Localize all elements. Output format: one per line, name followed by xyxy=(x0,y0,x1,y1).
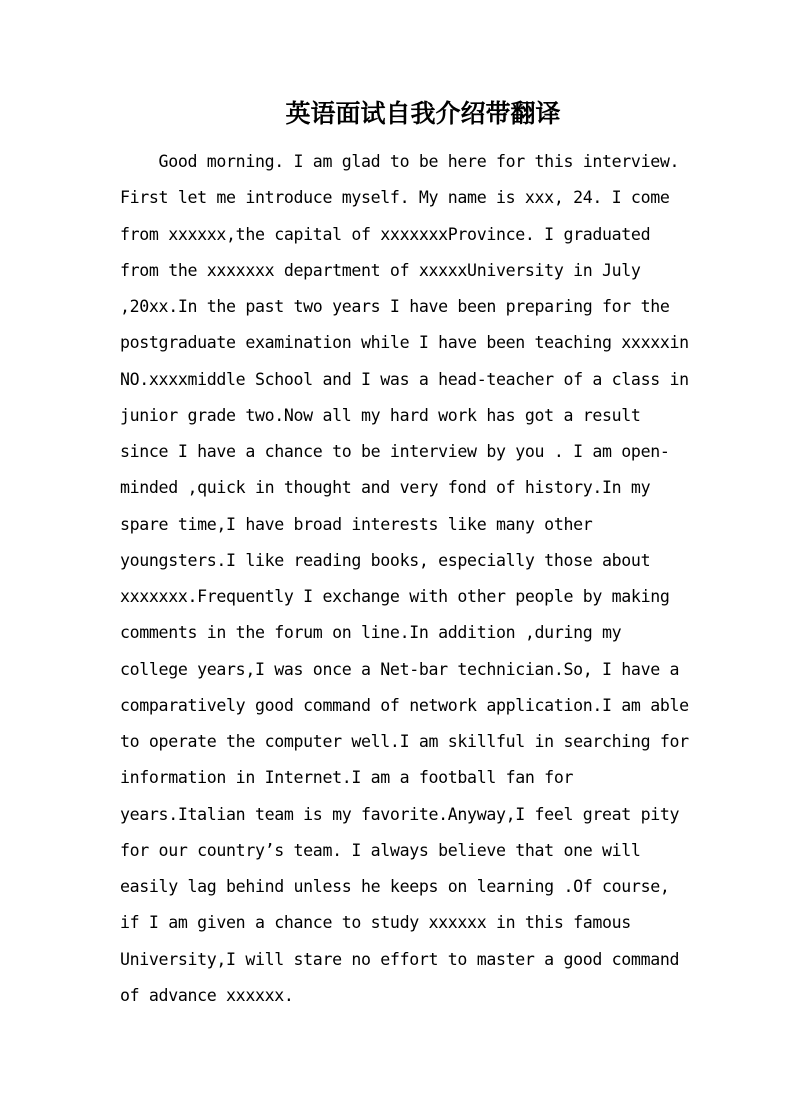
body-line: postgraduate examination while I have been teaching xxxxxin xyxy=(120,333,689,353)
body-line: spare time,I have broad interests like many other xyxy=(120,514,593,534)
body-line: from the xxxxxxx department of xxxxxUniversity in July xyxy=(120,260,641,280)
body-line: college years,I was once a Net-bar technician.So, I have a xyxy=(120,659,680,679)
body-line: xxxxxxx.Frequently I exchange with other people by making xyxy=(120,587,670,606)
body-line: First let me introduce myself. My name is xxx, 24. I come xyxy=(120,188,670,208)
body-line: for our country’s team. I always believe that one will xyxy=(120,840,641,860)
body-line: comparatively good command of network application.I am able xyxy=(120,695,689,715)
document-title: 英语面试自我介绍带翻译 xyxy=(285,99,561,128)
body-line: youngsters.I like reading books, especially those about xyxy=(120,550,651,570)
body-line: if I am given a chance to study xxxxxx in this famous xyxy=(120,913,631,933)
body-line: to operate the computer well.I am skillful in searching for xyxy=(120,732,689,751)
body-line: since I have a chance to be interview by you . I am open- xyxy=(120,442,670,461)
body-line: easily lag behind unless he keeps on learning .Of course, xyxy=(120,877,670,896)
body-line: of advance xxxxxx. xyxy=(120,985,294,1005)
body-line: years.Italian team is my favorite.Anyway,I feel great pity xyxy=(120,804,680,824)
body-line: junior grade two.Now all my hard work has got a result xyxy=(120,405,641,425)
body-line: information in Internet.I am a football fan for xyxy=(120,768,574,788)
body-line: ,20xx.In the past two years I have been preparing for the xyxy=(120,297,670,316)
body-line: from xxxxxx,the capital of xxxxxxxProvince. I graduated xyxy=(120,224,651,244)
document-body xyxy=(120,144,689,1014)
body-line: Good morning. I am glad to be here for this interview. xyxy=(120,152,680,171)
body-line: comments in the forum on line.In addition ,during my xyxy=(120,623,622,643)
body-line: minded ,quick in thought and very fond of history.In my xyxy=(120,478,651,498)
body-line: NO.xxxxmiddle School and I was a head-teacher of a class in xyxy=(120,369,689,389)
body-line: University,I will stare no effort to master a good command xyxy=(120,949,680,969)
